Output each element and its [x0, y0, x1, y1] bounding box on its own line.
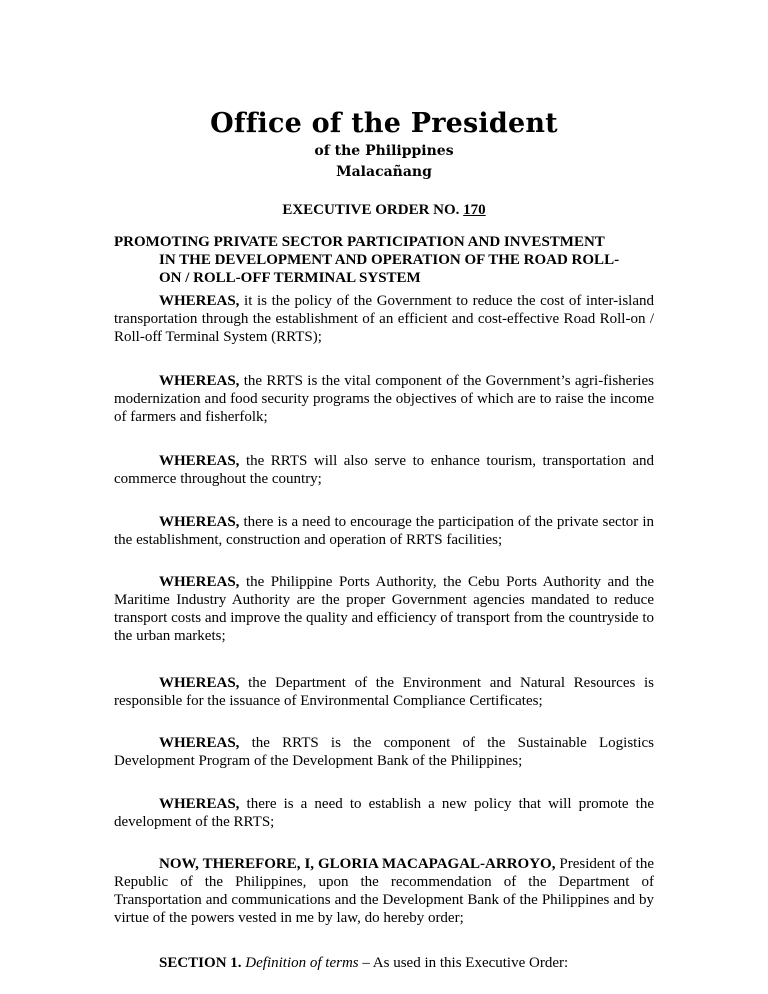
section-1-title: Definition of terms [245, 955, 359, 971]
section-1-text: – As used in this Executive Order: [358, 955, 569, 971]
letterhead-place: Malacañang [336, 164, 432, 180]
whereas-text: the RRTS will also serve to enhance tourism, transportation and commerce throughout the country; [114, 453, 654, 487]
executive-order-number: 170 [463, 202, 486, 218]
whereas-text: there is a need to establish a new policy that will promote the development of the RRTS; [114, 796, 654, 830]
whereas-clause [114, 734, 654, 770]
whereas-lead: WHEREAS, [159, 514, 240, 530]
executive-order-label: EXECUTIVE ORDER NO. [282, 202, 460, 218]
whereas-clause [114, 795, 654, 831]
whereas-lead: WHEREAS, [159, 796, 240, 812]
now-therefore-clause [114, 855, 654, 927]
whereas-text: the RRTS is the component of the Sustainable Logistics Development Program of the Development Bank of the Philippines; [114, 735, 654, 769]
document-title [114, 233, 634, 287]
whereas-clause [114, 292, 654, 346]
whereas-lead: WHEREAS, [159, 735, 240, 751]
whereas-lead: WHEREAS, [159, 675, 240, 691]
whereas-text: the RRTS is the vital component of the Government’s agri-fisheries modernization and food security programs the objectives of which are to raise the income of farmers and fisherfolk; [114, 373, 654, 425]
letterhead-office: Office of the President [210, 108, 558, 139]
whereas-clause [114, 573, 654, 645]
section-1-heading [114, 954, 654, 972]
whereas-clause [114, 513, 654, 549]
whereas-lead: WHEREAS, [159, 373, 240, 389]
now-therefore-text: President of the Republic of the Philippines, upon the recommendation of the Department of Transportation and communications and the Development Bank of the Philippines and by virtue of the powers vested in me by law, do hereby order; [114, 856, 654, 926]
title-line: ON / ROLL-OFF TERMINAL SYSTEM [159, 270, 421, 286]
whereas-clause [114, 674, 654, 710]
letterhead-country: of the Philippines [314, 143, 454, 159]
now-therefore-lead: NOW, THEREFORE, I, GLORIA MACAPAGAL-ARROYO, [159, 856, 556, 872]
letterhead [0, 108, 768, 181]
whereas-clause [114, 372, 654, 426]
whereas-clause [114, 452, 654, 488]
whereas-text: the Philippine Ports Authority, the Cebu Ports Authority and the Maritime Industry Authority are the proper Government agencies mandated to reduce transport costs and improve the quality and efficiency of transport from the countryside to the urban markets; [114, 574, 654, 644]
whereas-text: it is the policy of the Government to reduce the cost of inter-island transportation through the establishment of an efficient and cost-effective Road Roll-on / Roll-off Terminal System (RRTS); [114, 293, 654, 345]
whereas-text: the Department of the Environment and Natural Resources is responsible for the issuance of Environmental Compliance Certificates; [114, 675, 654, 709]
whereas-lead: WHEREAS, [159, 293, 240, 309]
whereas-lead: WHEREAS, [159, 574, 240, 590]
section-1-lead: SECTION 1. [159, 955, 242, 971]
title-line: PROMOTING PRIVATE SECTOR PARTICIPATION AND INVESTMENT [114, 234, 605, 250]
whereas-text: there is a need to encourage the participation of the private sector in the establishment, construction and operation of RRTS facilities; [114, 514, 654, 548]
title-line: IN THE DEVELOPMENT AND OPERATION OF THE ROAD ROLL- [159, 252, 620, 268]
whereas-lead: WHEREAS, [159, 453, 240, 469]
executive-order-heading [0, 201, 768, 219]
